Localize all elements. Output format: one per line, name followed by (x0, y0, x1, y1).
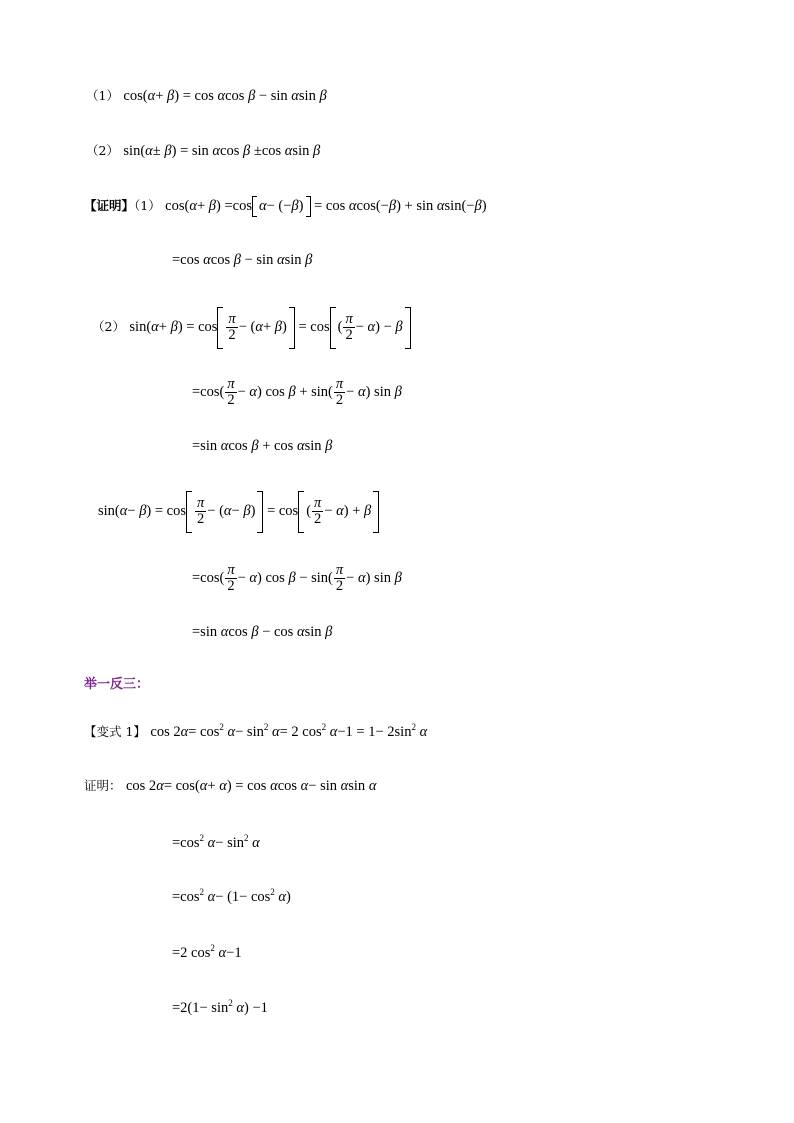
proof-3-line-3 (192, 622, 332, 642)
proof-2-label: （2） (92, 319, 125, 334)
formula-2-expression: sin(α± β) = sin αcos β ±cos αsin β (123, 143, 321, 159)
proof-3-line-2 (192, 558, 402, 598)
proof-2-result: =sin αcos β + cos αsin β (192, 438, 333, 454)
proof-3-result: =sin αcos β − cos αsin β (192, 624, 333, 640)
formula-1-label: （1） (86, 88, 119, 103)
section-title (84, 674, 149, 695)
variant-label: 【变式 1】 (84, 724, 146, 739)
variant-proof-label: 证明： (84, 778, 122, 793)
proof-1-line-1 (84, 196, 487, 217)
variant-step-4-expression: $=2(1- \sin^2 \alpha) -1$ (172, 998, 268, 1016)
variant-step-3-expression: =2 $\cos^2 \alpha-1$ (172, 943, 242, 961)
proof-2-line-3 (192, 436, 332, 456)
variant-proof-line-1 (84, 776, 376, 796)
formula-1-expression: cos(α+ β) = cos αcos β − sin αsin β (123, 88, 327, 104)
proof-2-line-1 (92, 306, 411, 349)
formula-2-label: （2） (86, 143, 119, 158)
variant-step-2-expression: $=\cos^2$ $\alpha- (1- \cos^2 \alpha)$ (172, 887, 291, 905)
proof-2-line-2 (192, 372, 402, 412)
variant-proof-expression: cos 2α= cos(α+ α) = cos αcos α− sin αsin α (125, 778, 377, 794)
variant-step-1-expression: $=\cos^2$ $\alpha- \sin^2 \alpha$ (172, 833, 260, 851)
formula-1 (86, 86, 327, 106)
proof-1-expression: cos(α+ β) =cos α− (−β) = cos αcos(−β) + sin αsin(−β) (165, 198, 486, 214)
formula-2 (86, 141, 320, 161)
proof-heading: 【证明】 (84, 198, 135, 213)
variant-step-1 (172, 833, 260, 853)
proof-3-line-1 (98, 490, 379, 533)
variant-1-statement (84, 722, 427, 742)
proof-2-step-1: =cos( $\frac{\pi}{2}$ − α) cos β + sin( $\frac{\pi}{2}$ − α) sin β (192, 376, 402, 409)
variant-step-4 (172, 998, 268, 1018)
proof-1-line-2 (172, 250, 312, 270)
variant-step-2 (172, 887, 291, 907)
proof-1-result: =cos αcos β − sin αsin β (172, 252, 313, 268)
variant-step-3 (172, 943, 242, 963)
proof-1-label: （1） (134, 198, 161, 213)
proof-3-step-1: =cos( $\frac{\pi}{2}$ − α) cos β − sin( $\frac{\pi}{2}$ − α) sin β (192, 562, 402, 595)
section-title-text: 举一反三： (84, 677, 150, 692)
variant-expression: $\cos 2\alpha= \cos^2 \alpha- \sin^2 \alpha= 2$ $\cos^2 \alpha-1 = 1- 2\sin^2$ α (150, 722, 428, 740)
proof-2-expression: sin(α+ β) = cos $\frac{\pi}{2}$ − (α+ β) = cos ( $\frac{\pi}{2}$ − α) − β (129, 319, 410, 335)
proof-3-expression: sin(α− β) = cos $\frac{\pi}{2}$ − (α− β) = cos ( $\frac{\pi}{2}$ − α) + β (98, 503, 379, 519)
